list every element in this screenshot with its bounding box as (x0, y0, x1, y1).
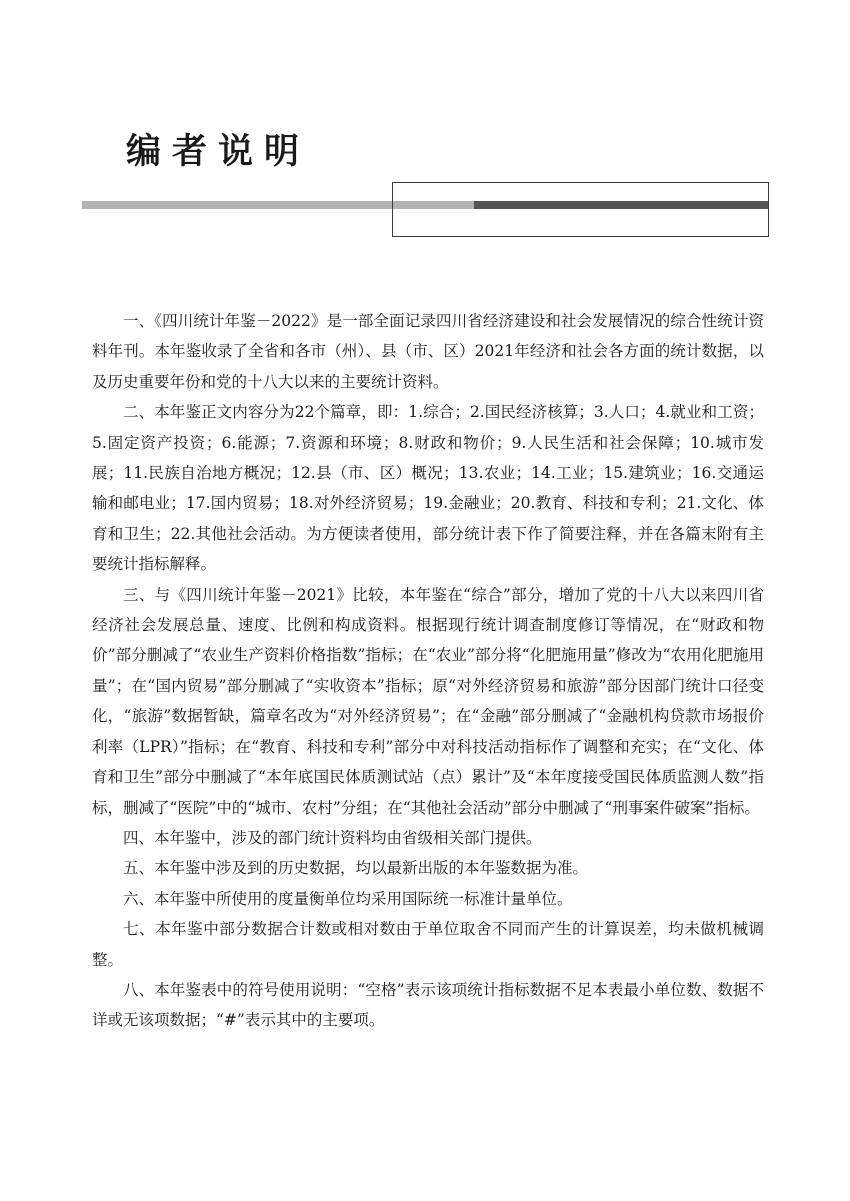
note-paragraph-7: 七、本年鉴中部分数据合计数或相对数由于单位取舍不同而产生的计算误差，均未做机械调整。 (92, 920, 764, 969)
note-paragraph-6: 六、本年鉴中所使用的度量衡单位均采用国际统一标准计量单位。 (123, 889, 573, 908)
note-paragraph-3: 三、与《四川统计年鉴－2021》比较，本年鉴在“综合”部分，增加了党的十八大以来四川省经济社会发展总量、速度、比例和构成资料。根据现行统计调查制度修订等情况，在“财政和物价”部分删减了“农业生产资料价格指数”指标；在“农业”部分将“化肥施用量”修改为“农用化肥施用量”；在“国内贸易”部分删减了“实收资本”指标；原“对外经济贸易和旅游”部分因部门统计口径变化，“旅游”数据暂缺，篇章名改为“对外经济贸易”；在“金融”部分删减了“金融机构贷款市场报价利率（LPR）”指标；在“教育、科技和专利”部分中对科技活动指标作了调整和充实；在“文化、体育和卫生”部分中删减了“本年底国民体质测试站（点）累计”及“本年度接受国民体质监测人数”指标，删减了“医院”中的“城市、农村”分组；在“其他社会活动”部分中删减了“刑事案件破案”指标。 (92, 585, 764, 817)
note-paragraph-5: 五、本年鉴中涉及到的历史数据，均以最新出版的本年鉴数据为准。 (123, 859, 589, 878)
note-paragraph-1: 一、《四川统计年鉴－2022》是一部全面记录四川省经济建设和社会发展情况的综合性统计资料年刊。本年鉴收录了全省和各市（州）、县（市、区）2021年经济和社会各方面的统计数据，以及历史重要年份和党的十八大以来的主要统计资料。 (92, 312, 764, 391)
note-paragraph-4: 四、本年鉴中，涉及的部门统计资料均由省级相关部门提供。 (123, 828, 542, 847)
note-paragraph-8: 八、本年鉴表中的符号使用说明：“空格”表示该项统计指标数据不足本表最小单位数、数据不详或无该项数据；“#”表示其中的主要项。 (92, 980, 764, 1030)
page-title: 编者说明 (126, 132, 311, 172)
note-paragraph-2: 二、本年鉴正文内容分为22个篇章，即：1.综合；2.国民经济核算；3.人口；4.就业和工资；5.固定资产投资；6.能源；7.资源和环境；8.财政和物价；9.人民生活和社会保障；10.城市发展；11.民族自治地方概况；12.县（市、区）概况；13.农业；14.工业；15.建筑业；16.交通运输和邮电业；17.国内贸易；18.对外经济贸易；19.金融业；20.教育、科技和专利；21.文化、体育和卫生；22.其他社会活动。为方便读者使用，部分统计表下作了简要注释，并在各篇末附有主要统计指标解释。 (92, 403, 764, 574)
notes-body (92, 306, 764, 1036)
header-frame-box (392, 182, 769, 237)
